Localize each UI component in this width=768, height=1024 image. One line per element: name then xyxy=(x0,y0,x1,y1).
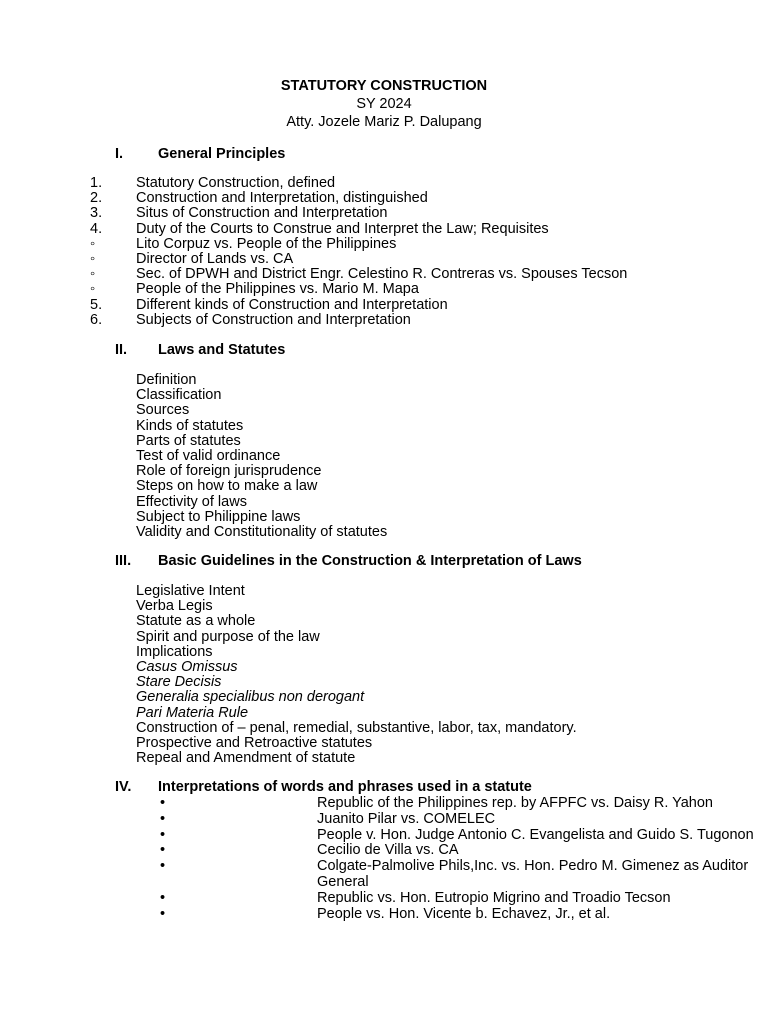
section-number: IV. xyxy=(115,779,132,795)
item-marker: 4. xyxy=(90,220,103,237)
item-text: Statute as a whole xyxy=(136,613,256,630)
list-item xyxy=(0,795,713,812)
item-text: Classification xyxy=(136,387,222,404)
list-item xyxy=(0,826,754,844)
bullet-marker: • xyxy=(160,826,166,843)
bullet-marker: • xyxy=(160,889,166,906)
item-text: Steps on how to make a law xyxy=(136,478,318,495)
item-text: Verba Legis xyxy=(136,598,213,615)
section-number: III. xyxy=(115,553,132,569)
item-text: Pari Materia Rule xyxy=(136,704,249,721)
item-text: Parts of statutes xyxy=(136,432,241,449)
item-text: Casus Omissus xyxy=(136,658,238,675)
item-text: Colgate-Palmolive Phils,Inc. vs. Hon. Pedro M. Gimenez as Auditor General xyxy=(317,858,749,890)
section-title: Laws and Statutes xyxy=(158,342,286,358)
item-text: Cecilio de Villa vs. CA xyxy=(317,842,459,859)
item-text: Different kinds of Construction and Interpretation xyxy=(136,296,448,313)
item-text: Construction and Interpretation, distinguished xyxy=(136,190,428,207)
section-title: Basic Guidelines in the Construction & Interpretation of Laws xyxy=(158,553,582,569)
item-marker: ◦ xyxy=(90,250,96,267)
item-marker: 6. xyxy=(90,311,103,328)
section-heading-2 xyxy=(115,343,285,358)
bullet-marker: • xyxy=(160,858,166,875)
item-text: Sec. of DPWH and District Engr. Celestino R. Contreras vs. Spouses Tecson xyxy=(136,266,628,283)
item-text: Lito Corpuz vs. People of the Philippines xyxy=(136,235,397,252)
section-title: General Principles xyxy=(158,146,286,162)
item-text: Implications xyxy=(136,643,213,660)
section-4-list xyxy=(0,795,754,922)
item-text: Subject to Philippine laws xyxy=(136,508,301,525)
item-text: Repeal and Amendment of statute xyxy=(136,750,356,767)
item-marker: 1. xyxy=(90,175,103,191)
item-text: People vs. Hon. Vicente b. Echavez, Jr., et al. xyxy=(317,905,611,922)
section-number: II. xyxy=(115,342,128,358)
list-item xyxy=(0,843,661,859)
bullet-marker: • xyxy=(160,810,166,827)
item-text: Legislative Intent xyxy=(136,583,245,599)
list-item xyxy=(0,907,661,923)
item-text: Spirit and purpose of the law xyxy=(136,628,320,645)
item-text: Stare Decisis xyxy=(136,674,222,691)
school-year: SY 2024 xyxy=(356,96,412,112)
item-text: Republic of the Philippines rep. by AFPFC vs. Daisy R. Yahon xyxy=(317,795,713,811)
section-heading-4 xyxy=(115,780,532,795)
section-title: Interpretations of words and phrases used in a statute xyxy=(158,779,532,795)
item-text: Role of foreign jurisprudence xyxy=(136,463,322,480)
bullet-marker: • xyxy=(160,795,166,811)
item-text: Effectivity of laws xyxy=(136,493,247,510)
section-heading-3 xyxy=(115,554,582,569)
item-text: Republic vs. Hon. Eutropio Migrino and Troadio Tecson xyxy=(317,889,671,906)
author-name: Atty. Jozele Mariz P. Dalupang xyxy=(286,114,482,130)
bullet-marker: • xyxy=(160,905,166,922)
list-item xyxy=(0,812,661,828)
item-marker: ◦ xyxy=(90,281,96,298)
item-text: People v. Hon. Judge Antonio C. Evangelista and Guido S. Tugonon xyxy=(317,826,754,843)
item-marker: 2. xyxy=(90,190,103,207)
item-marker: ◦ xyxy=(90,266,96,283)
item-text: Juanito Pilar vs. COMELEC xyxy=(317,810,496,827)
item-text: Generalia specialibus non derogant xyxy=(136,689,365,706)
document-title: STATUTORY CONSTRUCTION xyxy=(280,78,488,94)
item-text: Statutory Construction, defined xyxy=(136,175,336,191)
item-text: People of the Philippines vs. Mario M. Mapa xyxy=(136,281,419,298)
item-text: Director of Lands vs. CA xyxy=(136,250,294,267)
item-marker: 3. xyxy=(90,205,103,222)
item-text: Construction of – penal, remedial, substantive, labor, tax, mandatory. xyxy=(136,719,577,736)
list-item xyxy=(0,858,749,891)
item-text: Prospective and Retroactive statutes xyxy=(136,734,373,751)
bullet-marker: • xyxy=(160,842,166,859)
item-text: Test of valid ordinance xyxy=(136,447,281,464)
item-marker: 5. xyxy=(90,296,103,313)
list-item xyxy=(0,889,671,907)
item-marker: ◦ xyxy=(90,235,96,252)
item-text: Definition xyxy=(136,372,197,388)
section-number: I. xyxy=(115,146,124,162)
item-text: Validity and Constitutionality of statutes xyxy=(136,523,388,540)
item-text: Situs of Construction and Interpretation xyxy=(136,205,388,222)
item-text: Duty of the Courts to Construe and Interpret the Law; Requisites xyxy=(136,220,549,237)
section-heading-1 xyxy=(115,147,285,162)
item-text: Sources xyxy=(136,402,190,419)
item-text: Kinds of statutes xyxy=(136,417,244,434)
item-text: Subjects of Construction and Interpretation xyxy=(136,311,411,328)
